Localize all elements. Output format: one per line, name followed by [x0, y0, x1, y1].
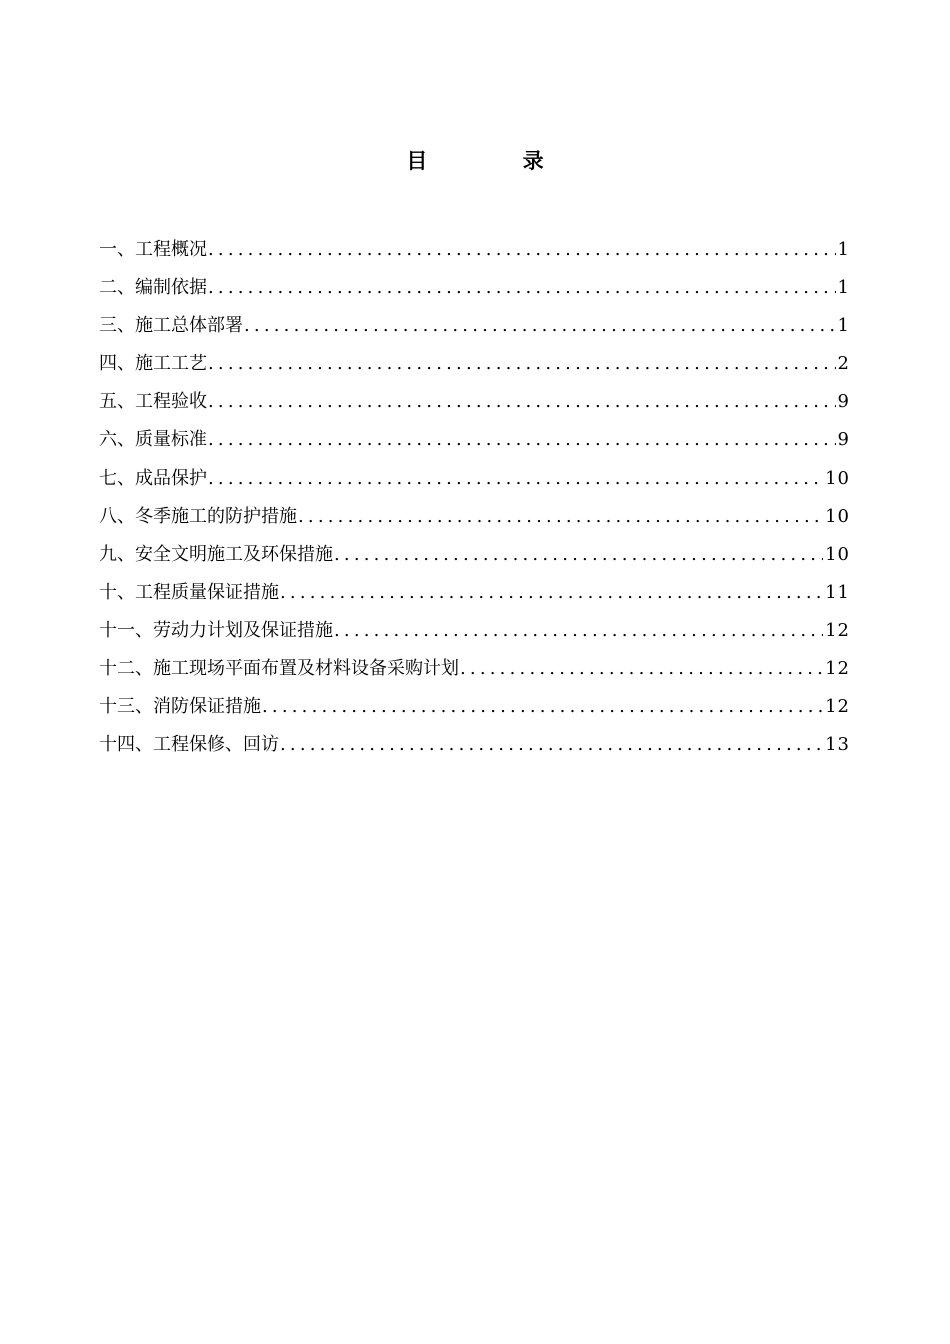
toc-dot-leader: [460, 650, 823, 688]
toc-entry-title: 三、施工总体部署: [99, 315, 243, 337]
toc-page-number: 9: [837, 429, 850, 451]
toc-page-number: 13: [825, 734, 850, 756]
toc-page-number: 10: [825, 505, 850, 527]
toc-entry-title: 一、工程概况: [99, 239, 207, 260]
toc-entry[interactable]: [99, 231, 850, 269]
toc-entry-title: 十三、消防保证措施: [99, 696, 261, 718]
toc-entry-title: 五、工程验收: [99, 391, 207, 413]
toc-title: 目 录: [406, 148, 588, 173]
toc-entry[interactable]: [99, 612, 850, 650]
toc-entry[interactable]: [99, 307, 850, 345]
toc-page-number: 1: [837, 277, 850, 299]
toc-entry-title: 二、编制依据: [99, 277, 207, 299]
toc-page-number: 10: [825, 467, 850, 489]
toc-entry-title: 十、工程质量保证措施: [99, 581, 279, 603]
toc-entry[interactable]: [99, 383, 850, 421]
toc-entry[interactable]: [99, 421, 850, 459]
toc-entry[interactable]: [99, 726, 850, 764]
toc-page-number: 12: [825, 658, 850, 680]
toc-entry-title: 十二、施工现场平面布置及材料设备采购计划: [99, 658, 459, 680]
toc-entry[interactable]: [99, 269, 850, 307]
toc-entry-title: 八、冬季施工的防护措施: [99, 505, 297, 527]
toc-page-number: 1: [837, 315, 850, 337]
toc-entry-title: 四、施工工艺: [99, 353, 207, 375]
toc-page-number: 2: [837, 353, 850, 375]
toc-page-number: 9: [837, 391, 850, 413]
table-of-contents: [99, 231, 850, 764]
toc-page-number: 12: [825, 619, 850, 641]
toc-page-number: 10: [825, 543, 850, 565]
toc-entry-title: 七、成品保护: [99, 467, 207, 489]
toc-dot-leader: [334, 612, 823, 650]
toc-dot-leader: [208, 460, 823, 498]
toc-page-number: 12: [825, 696, 850, 718]
toc-entry-title: 六、质量标准: [99, 429, 207, 451]
toc-dot-leader: [208, 383, 836, 421]
toc-page-number: 11: [825, 581, 850, 603]
toc-dot-leader: [208, 421, 836, 459]
toc-page-number: 1: [837, 239, 850, 260]
toc-dot-leader: [298, 498, 823, 536]
toc-entry-title: 十四、工程保修、回访: [99, 734, 279, 756]
toc-dot-leader: [262, 688, 823, 726]
toc-dot-leader: [280, 726, 823, 764]
toc-entry-title: 十一、劳动力计划及保证措施: [99, 619, 333, 641]
toc-entry[interactable]: [99, 574, 850, 612]
toc-entry[interactable]: [99, 536, 850, 574]
toc-dot-leader: [208, 269, 836, 307]
toc-entry[interactable]: [99, 345, 850, 383]
toc-dot-leader: [208, 231, 836, 269]
toc-entry[interactable]: [99, 498, 850, 536]
toc-entry[interactable]: [99, 650, 850, 688]
toc-dot-leader: [280, 574, 823, 612]
toc-entry[interactable]: [99, 688, 850, 726]
toc-dot-leader: [334, 536, 823, 574]
toc-entry-title: 九、安全文明施工及环保措施: [99, 543, 333, 565]
toc-dot-leader: [208, 345, 836, 383]
toc-entry[interactable]: [99, 460, 850, 498]
toc-dot-leader: [244, 307, 836, 345]
